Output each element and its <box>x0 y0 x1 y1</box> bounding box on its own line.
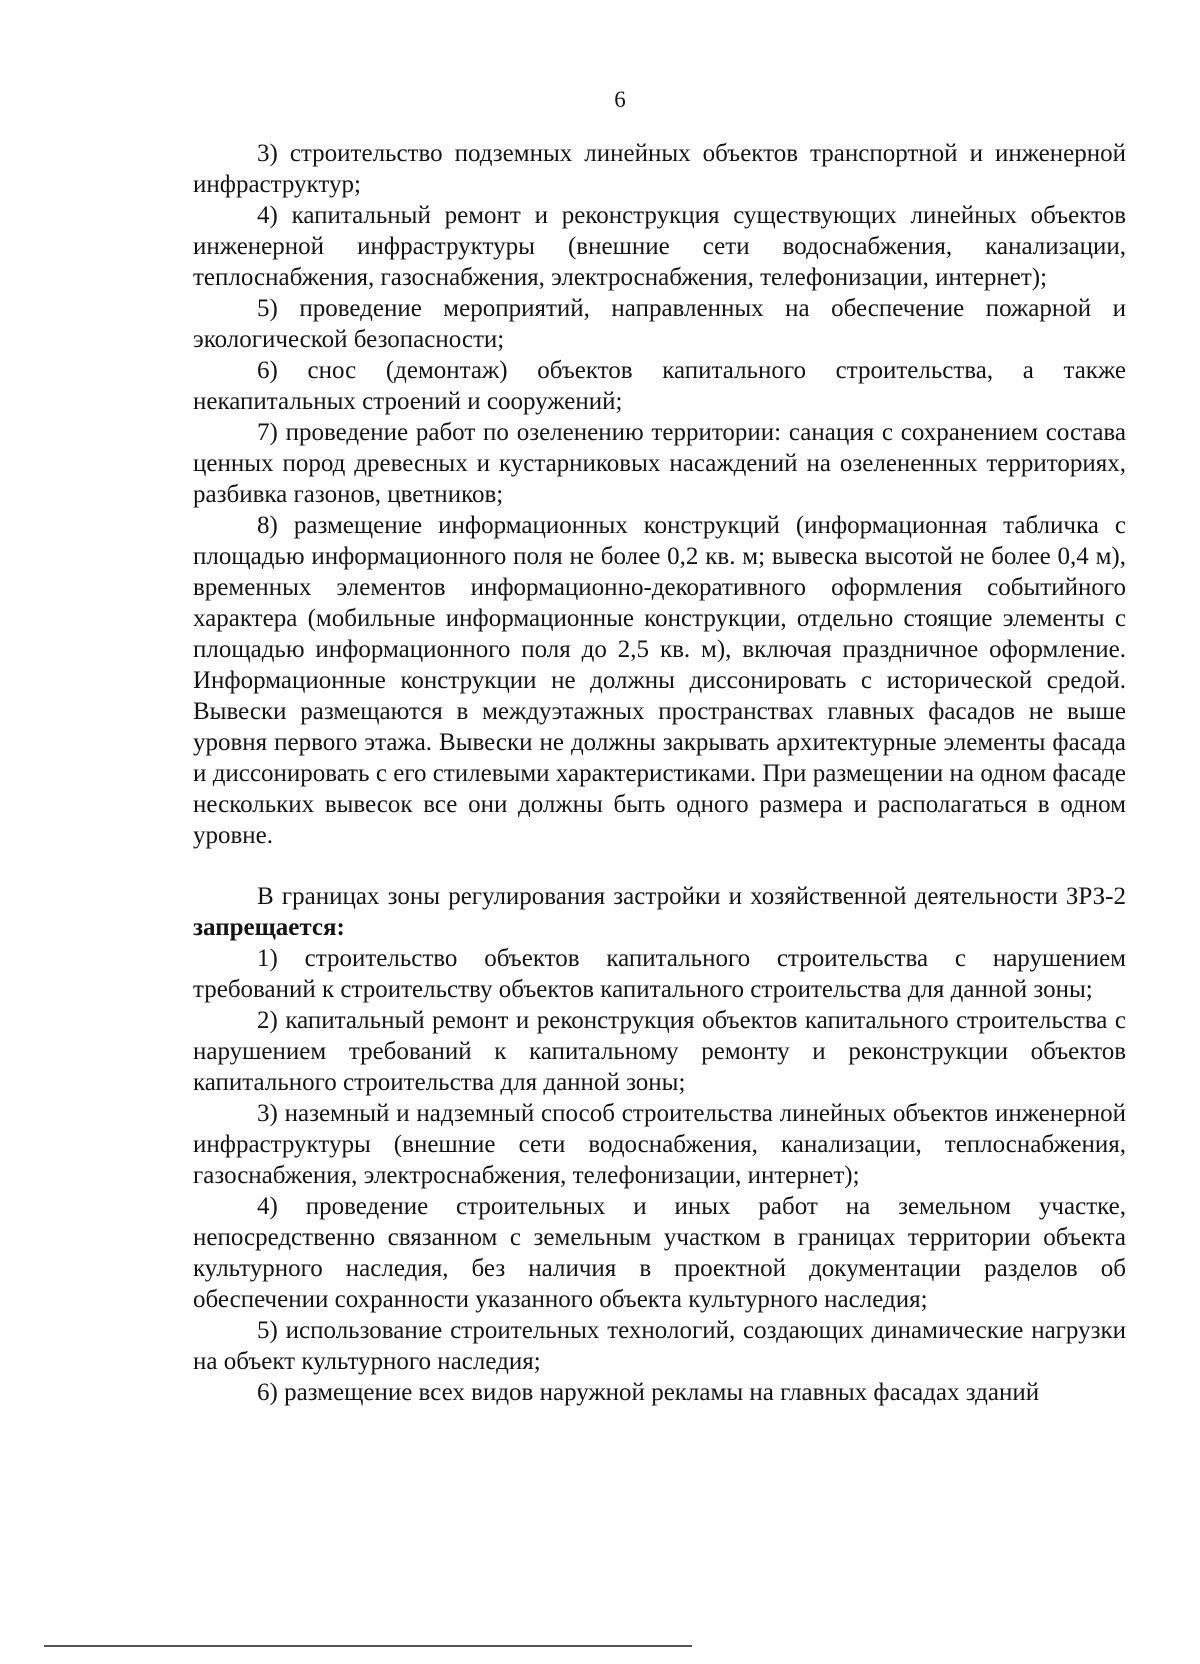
prohibited-item-3: 3) наземный и надземный способ строительства линейных объектов инженерной инфраструктуры (внешние сети водоснабжения, канализации, теплоснабжения, газоснабжения, электроснабжения, телефонизации, интернет); <box>193 1100 1126 1189</box>
bottom-rule-line <box>44 1645 692 1647</box>
prohibited-item-5: 5) использование строительных технологий, создающих динамические нагрузки на объект культурного наследия; <box>193 1317 1126 1375</box>
prohibited-item-4: 4) проведение строительных и иных работ на земельном участке, непосредственно связанном с земельным участком в границах территории объекта культурного наследия, без наличия в проектной документации разделов об обеспечении сохранности указанного объекта культурного наследия; <box>193 1193 1126 1313</box>
permitted-item-6: 6) снос (демонтаж) объектов капитального строительства, а также некапитальных строений и сооружений; <box>193 357 1126 415</box>
page-number: 6 <box>614 87 626 112</box>
prohibited-intro-bold: запрещается: <box>193 914 345 941</box>
prohibited-item-1: 1) строительство объектов капитального строительства с нарушением требований к строительству объектов капитального строительства для данной зоны; <box>193 945 1126 1003</box>
prohibited-item-6: 6) размещение всех видов наружной рекламы на главных фасадах зданий <box>257 1379 1040 1406</box>
permitted-item-8: 8) размещение информационных конструкций (информационная табличка с площадью информационного поля не более 0,2 кв. м; вывеска высотой не более 0,4 м), временных элементов информационно-декоративного оформления событийного характера (мобильные информационные конструкции, отдельно стоящие элементы с площадью информационного поля до 2,5 кв. м), включая праздничное оформление. Информационные конструкции не должны диссонировать с исторической средой. Вывески размещаются в междуэтажных пространствах главных фасадов не выше уровня первого этажа. Вывески не должны закрывать архитектурные элементы фасада и диссонировать с его стилевыми характеристиками. При размещении на одном фасаде нескольких вывесок все они должны быть одного размера и располагаться в одном уровне. <box>193 512 1126 849</box>
prohibited-intro-text: В границах зоны регулирования застройки и хозяйственной деятельности ЗРЗ-2 <box>257 883 1126 910</box>
permitted-item-4: 4) капитальный ремонт и реконструкция существующих линейных объектов инженерной инфраструктуры (внешние сети водоснабжения, канализации, теплоснабжения, газоснабжения, электроснабжения, телефонизации, интернет); <box>193 202 1126 291</box>
permitted-item-3: 3) строительство подземных линейных объектов транспортной и инженерной инфраструктур; <box>193 140 1126 198</box>
prohibited-item-2: 2) капитальный ремонт и реконструкция объектов капитального строительства с нарушением требований к капитальному ремонту и реконструкции объектов капитального строительства для данной зоны; <box>193 1007 1126 1096</box>
permitted-item-5: 5) проведение мероприятий, направленных на обеспечение пожарной и экологической безопасности; <box>193 295 1126 353</box>
prohibited-intro <box>193 881 1126 943</box>
document-body <box>193 138 1126 1408</box>
permitted-item-7: 7) проведение работ по озеленению территории: санация с сохранением состава ценных пород древесных и кустарниковых насаждений на озелененных территориях, разбивка газонов, цветников; <box>193 419 1126 508</box>
